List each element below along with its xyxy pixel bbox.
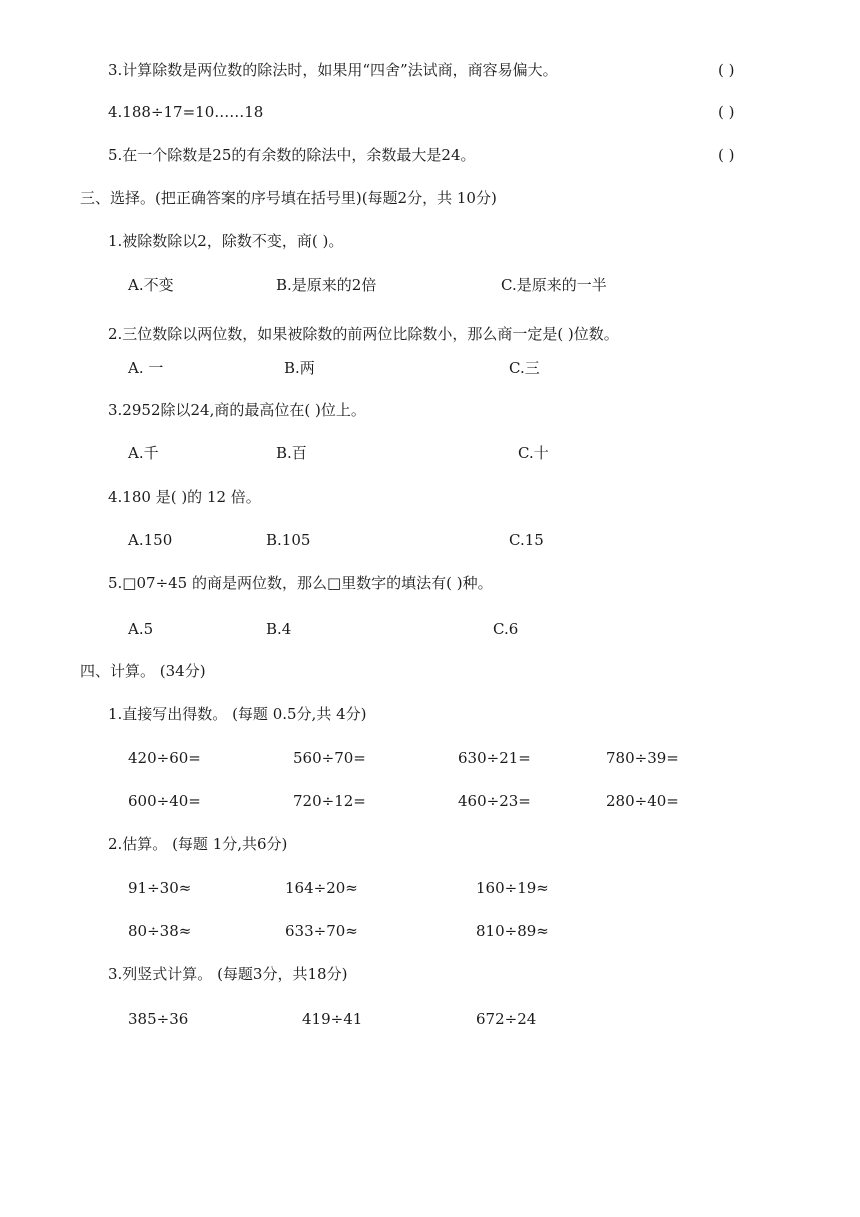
- vertical-calc-item: 672÷24: [476, 1010, 537, 1028]
- option-b: B.百: [276, 444, 307, 462]
- option-a: A.5: [128, 620, 154, 638]
- choice-question-2: 2.三位数除以两位数，如果被除数的前两位比除数小，那么商一定是( )位数。: [108, 325, 619, 343]
- option-c: C.三: [509, 359, 540, 377]
- option-b: B.是原来的2倍: [276, 276, 377, 294]
- judge-item-5: 5.在一个除数是25的有余数的除法中，余数最大是24。: [108, 146, 476, 164]
- vertical-calc-item: 419÷41: [302, 1010, 363, 1028]
- calc-part-1-title: 1.直接写出得数。 (每题 0.5分,共 4分): [108, 705, 367, 723]
- answer-paren: ( ): [718, 61, 735, 79]
- vertical-calc-item: 385÷36: [128, 1010, 189, 1028]
- answer-paren: ( ): [718, 103, 735, 121]
- calc-item: 600÷40=: [128, 792, 201, 810]
- calc-item: 630÷21=: [458, 749, 531, 767]
- option-c: C.6: [493, 620, 519, 638]
- answer-paren: ( ): [718, 146, 735, 164]
- estimate-item: 810÷89≈: [476, 922, 549, 940]
- calc-item: 460÷23=: [458, 792, 531, 810]
- judge-item-4: 4.188÷17=10……18: [108, 103, 264, 121]
- calc-item: 280÷40=: [606, 792, 679, 810]
- option-b: B.两: [284, 359, 315, 377]
- section-4-title: 四、计算。 (34分): [80, 662, 206, 680]
- calc-item: 720÷12=: [293, 792, 366, 810]
- option-a: A.150: [128, 531, 173, 549]
- calc-item: 780÷39=: [606, 749, 679, 767]
- option-c: C.十: [518, 444, 549, 462]
- option-b: B.105: [266, 531, 311, 549]
- option-a: A.千: [128, 444, 159, 462]
- option-a: A.不变: [128, 276, 174, 294]
- estimate-item: 164÷20≈: [285, 879, 358, 897]
- choice-question-4: 4.180 是( )的 12 倍。: [108, 488, 261, 506]
- choice-question-1: 1.被除数除以2，除数不变，商( )。: [108, 232, 344, 250]
- estimate-item: 633÷70≈: [285, 922, 358, 940]
- judge-item-3: 3.计算除数是两位数的除法时，如果用“四舍”法试商，商容易偏大。: [108, 61, 558, 79]
- option-b: B.4: [266, 620, 292, 638]
- calc-item: 560÷70=: [293, 749, 366, 767]
- option-a: A. 一: [128, 359, 164, 377]
- option-c: C.15: [509, 531, 544, 549]
- section-3-title: 三、选择。(把正确答案的序号填在括号里)(每题2分，共 10分): [80, 189, 497, 207]
- calc-part-2-title: 2.估算。 (每题 1分,共6分): [108, 835, 288, 853]
- option-c: C.是原来的一半: [501, 276, 607, 294]
- choice-question-5: 5.□07÷45 的商是两位数，那么□里数字的填法有( )种。: [108, 574, 493, 592]
- calc-part-3-title: 3.列竖式计算。 (每题3分，共18分): [108, 965, 348, 983]
- estimate-item: 91÷30≈: [128, 879, 192, 897]
- estimate-item: 160÷19≈: [476, 879, 549, 897]
- calc-item: 420÷60=: [128, 749, 201, 767]
- estimate-item: 80÷38≈: [128, 922, 192, 940]
- choice-question-3: 3.2952除以24,商的最高位在( )位上。: [108, 401, 366, 419]
